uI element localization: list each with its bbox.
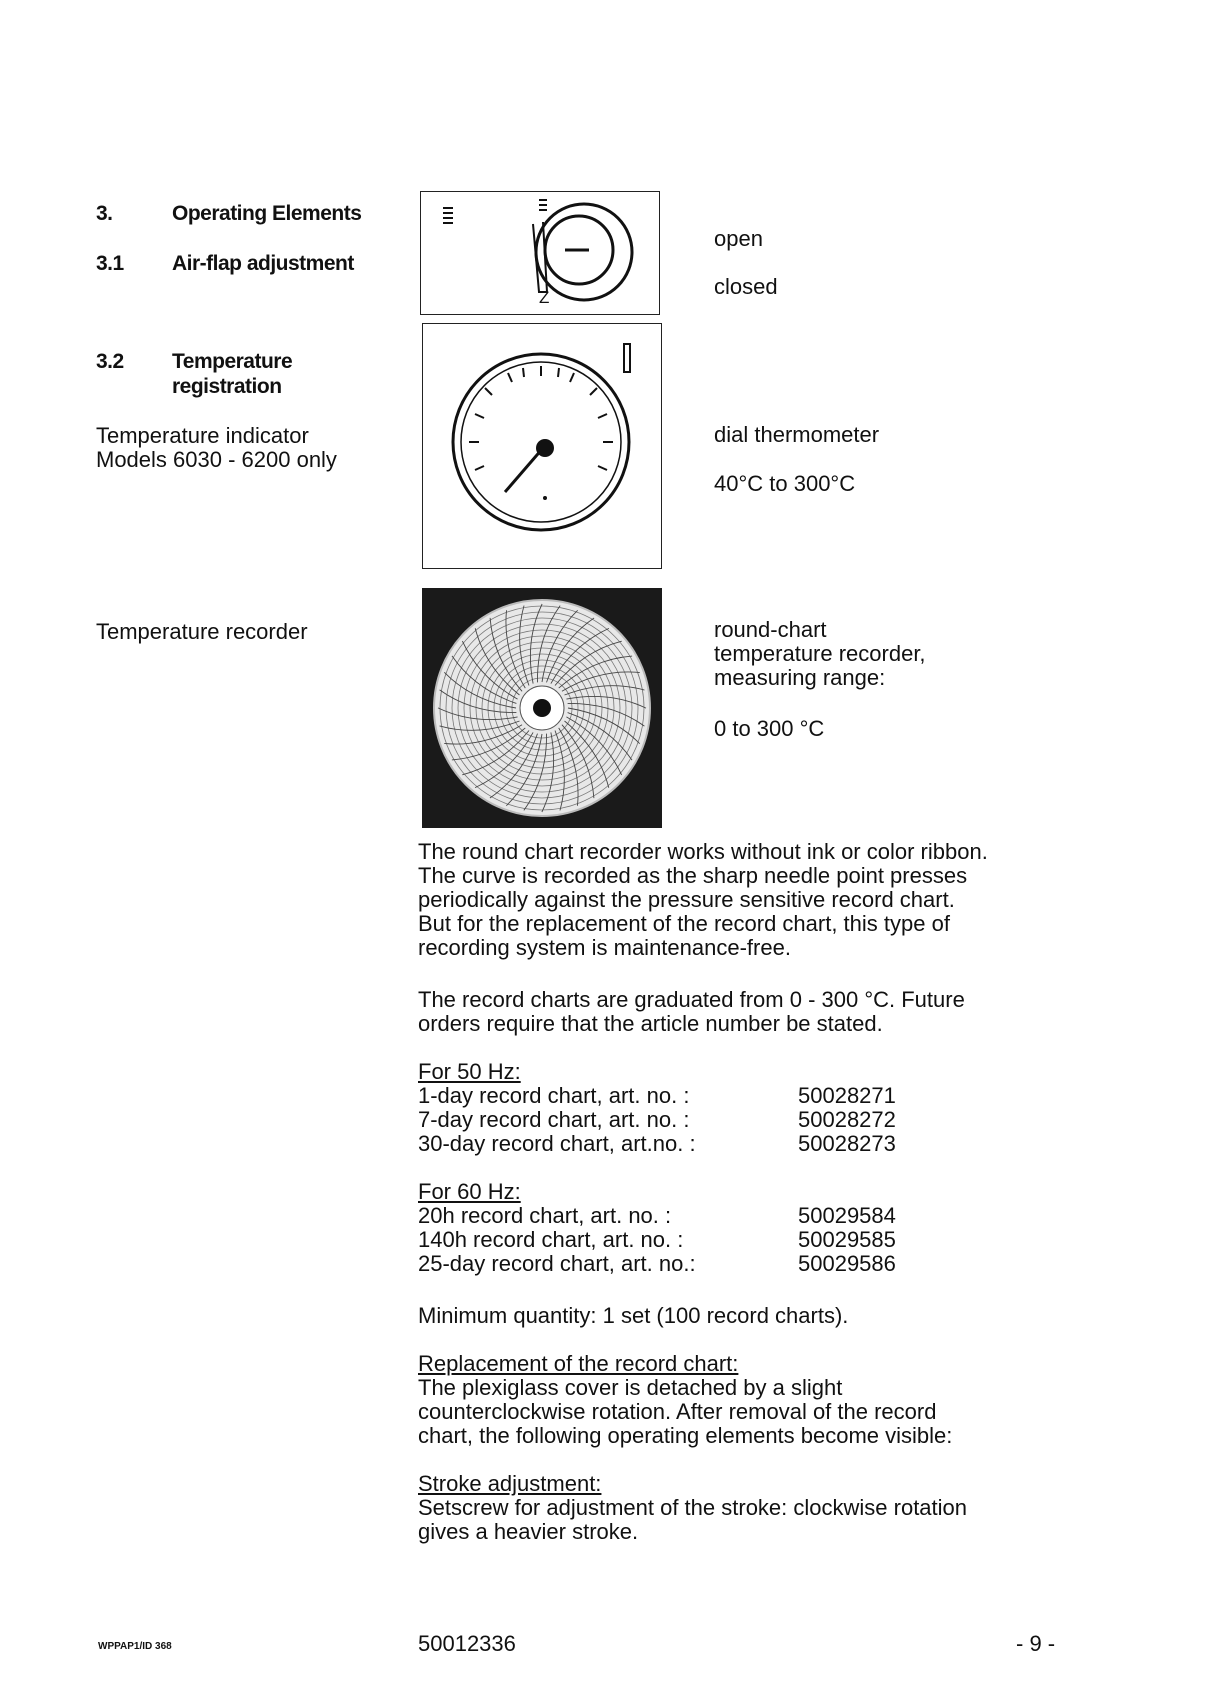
hz50-heading: For 50 Hz: [418,1059,521,1084]
airflap-figure [420,191,660,315]
airflap-closed-label: closed [714,274,778,299]
hz50-row-value: 50028271 [798,1083,896,1108]
dial-thermometer-icon [423,324,660,567]
indicator-range: 40°C to 300°C [714,471,856,496]
table-row [418,1108,1118,1132]
airflap-figure-letter: Z [539,288,550,307]
minimum-quantity: Minimum quantity: 1 set (100 record charts). [418,1303,849,1328]
hz60-row-value: 50029586 [798,1251,896,1276]
table-row [418,1132,1118,1156]
round-chart-disc-icon [422,588,662,828]
hz60-row-value: 50029584 [798,1203,896,1228]
hz50-row-value: 50028272 [798,1107,896,1132]
table-row [418,1084,1118,1108]
recorder-left-label: Temperature recorder [96,619,308,644]
round-chart-recorder-photo [422,588,662,828]
subsection-number-3-2: 3.2 [96,350,124,373]
hz60-row-label: 20h record chart, art. no. : [418,1203,672,1228]
indicator-left-line2: Models 6030 - 6200 only [96,447,337,472]
section-title: Operating Elements [172,202,362,225]
hz50-section [418,1060,1118,1156]
stroke-section [418,1472,1118,1544]
table-row [418,1252,1118,1276]
recorder-paragraph: The round chart recorder works without ink or color ribbon. The curve is recorded as the sharp needle point presses periodically against the pressure sensitive record chart. But for the replacement of the record chart, this type of recording system is maintenance-free. [418,839,988,960]
replacement-text: The plexiglass cover is detached by a slight counterclockwise rotation. After removal of the record chart, the following operating elements become visible: [418,1375,953,1448]
subsection-number-3-1: 3.1 [96,252,124,275]
recorder-desc-line2: temperature recorder, [714,641,926,666]
subsection-title-3-2-line1: Temperature [172,350,293,373]
table-row [418,1204,1118,1228]
hz60-row-value: 50029585 [798,1227,896,1252]
hz60-heading: For 60 Hz: [418,1179,521,1204]
table-row [418,1228,1118,1252]
footer-page-number: - 9 - [1016,1631,1056,1656]
indicator-desc: dial thermometer [714,422,880,447]
graduation-paragraph: The record charts are graduated from 0 - 300 °C. Future orders require that the article number be stated. [418,987,965,1036]
footer-part-number: 50012336 [418,1631,516,1656]
hz50-row-label: 30-day record chart, art.no. : [418,1131,696,1156]
stroke-text: Setscrew for adjustment of the stroke: clockwise rotation gives a heavier stroke. [418,1495,968,1544]
recorder-desc-line3: measuring range: [714,665,886,690]
replacement-heading: Replacement of the record chart: [418,1351,739,1376]
recorder-desc-line1: round-chart [714,617,827,642]
subsection-title-3-1: Air-flap adjustment [172,252,354,275]
recorder-range: 0 to 300 °C [714,716,825,741]
footer-doc-code: WPPAP1/ID 368 [98,1641,172,1652]
dial-thermometer-figure [422,323,662,569]
airflap-open-label: open [714,226,763,251]
hz50-row-label: 1-day record chart, art. no. : [418,1083,690,1108]
hz60-row-label: 140h record chart, art. no. : [418,1227,684,1252]
stroke-heading: Stroke adjustment: [418,1471,602,1496]
section-number: 3. [96,202,113,225]
indicator-left-line1: Temperature indicator [96,423,309,448]
hz50-row-label: 7-day record chart, art. no. : [418,1107,690,1132]
hz60-row-label: 25-day record chart, art. no.: [418,1251,696,1276]
hz50-row-value: 50028273 [798,1131,896,1156]
subsection-title-3-2-line2: registration [172,375,282,398]
replacement-section [418,1352,1118,1448]
hz60-section [418,1180,1118,1276]
